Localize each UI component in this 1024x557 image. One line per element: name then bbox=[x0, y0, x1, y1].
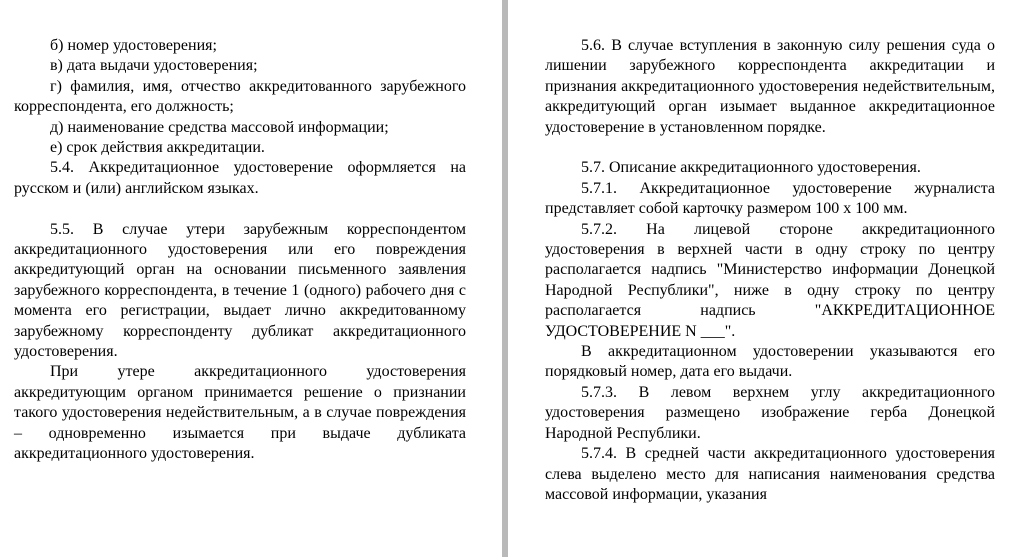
paragraph-b: б) номер удостоверения; bbox=[50, 37, 217, 54]
paragraph-e: е) срок действия аккредитации. bbox=[50, 139, 265, 157]
paragraph-5-5: 5.5. В случае утери зарубежным корреспондентом аккредитационного удостоверения или его повреждения аккредитующий орган на основании письменного заявления зарубежного корреспондента, в течение 1 (одного) рабочего дня с момента его регистрации, выдает лично аккредитованному зарубежному корреспонденту дубликат аккредитационного удостоверения. bbox=[14, 220, 466, 361]
paragraph-v: в) дата выдачи удостоверения; bbox=[50, 57, 258, 75]
left-column bbox=[14, 36, 466, 465]
paragraph-5-7-1: 5.7.1. Аккредитационное удостоверение журналиста представляет собой карточку размером 100 х 100 мм. bbox=[545, 179, 995, 218]
paragraph-g: г) фамилия, имя, отчество аккредитованного зарубежного корреспондента, его должность; bbox=[14, 77, 466, 116]
right-column bbox=[545, 36, 995, 505]
paragraph-5-4: 5.4. Аккредитационное удостоверение оформляется на русском и (или) английском языках. bbox=[14, 159, 466, 197]
paragraph-5-7-4: 5.7.4. В средней части аккредитационного удостоверения слева выделено место для написания наименования средства массовой информации, указания bbox=[545, 445, 995, 503]
paragraph-d: д) наименование средства массовой информации; bbox=[50, 118, 389, 136]
paragraph-5-5-cont: При утере аккредитационного удостоверения аккредитующим органом принимается решение о признании такого удостоверения недействительным, а в случае повреждения – одновременно изымается при выдаче дубликата аккредитационного удостоверения. bbox=[14, 363, 466, 463]
paragraph-5-7: 5.7. Описание аккредитационного удостоверения. bbox=[581, 159, 921, 177]
paragraph-5-7-2: 5.7.2. На лицевой стороне аккредитационного удостоверения в верхней части в одну строку по центру располагается надпись "Министерство информации Донецкой Народной Республики", ниже в одну строку по центру располагается надпись "АККРЕДИТАЦИОННОЕ УДОСТОВЕРЕНИЕ N ___". bbox=[545, 220, 995, 340]
paragraph-5-7-3: 5.7.3. В левом верхнем углу аккредитационного удостоверения размещено изображение герба Донецкой Народной Республики. bbox=[545, 383, 995, 442]
paragraph-5-6: 5.6. В случае вступления в законную силу решения суда о лишении зарубежного корреспондента аккредитации и признания аккредитационного удостоверения недействительным, аккредитующий орган изымает выданное аккредитационное удостоверение в установленном порядке. bbox=[545, 37, 995, 136]
paragraph-5-7-2-cont: В аккредитационном удостоверении указываются его порядковый номер, дата его выдачи. bbox=[545, 343, 995, 381]
